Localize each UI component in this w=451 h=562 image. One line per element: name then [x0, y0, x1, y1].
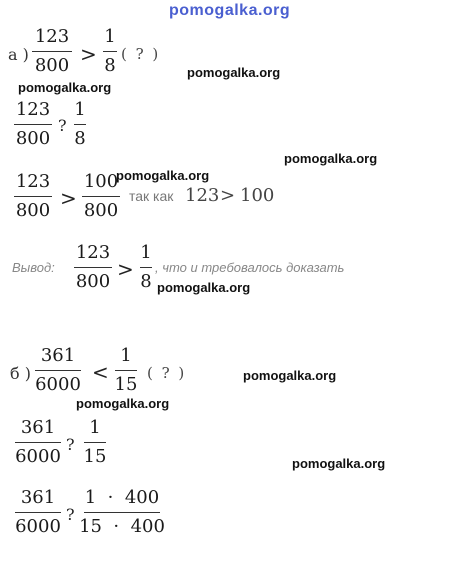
- conclusion-text: , что и требовалось доказать: [155, 260, 345, 275]
- fraction-bar: [115, 370, 137, 371]
- denominator: 800: [75, 271, 111, 292]
- operator: ?: [58, 116, 67, 135]
- watermark: pomogalka.org: [116, 168, 210, 183]
- denominator: 6000: [35, 374, 81, 395]
- denominator: 800: [83, 200, 119, 221]
- operator: <: [92, 360, 109, 384]
- operator: >: [117, 257, 134, 281]
- operator: >: [80, 42, 97, 66]
- fraction: [14, 173, 52, 220]
- numerator: 1: [120, 345, 132, 366]
- numerator: 1: [104, 26, 116, 47]
- fraction: [32, 28, 72, 75]
- fraction: [82, 173, 120, 220]
- watermark: pomogalka.org: [76, 396, 170, 411]
- numerator: 361: [40, 345, 76, 366]
- fraction-bar: [32, 51, 72, 52]
- fraction-bar: [82, 196, 120, 197]
- numerator: 1: [74, 99, 86, 120]
- numerator: 100: [83, 171, 119, 192]
- fraction-bar: [84, 512, 160, 513]
- operator: >: [60, 186, 77, 210]
- watermark: pomogalka.org: [243, 368, 337, 383]
- denominator: 6000: [15, 516, 61, 537]
- fraction: [14, 101, 52, 148]
- numerator: 1: [89, 417, 101, 438]
- watermark: pomogalka.org: [157, 280, 251, 295]
- note-text: так как: [129, 188, 174, 204]
- fraction: [84, 419, 106, 466]
- numerator: 123: [15, 99, 51, 120]
- denominator: 15: [83, 446, 107, 467]
- denominator: 15 · 400: [79, 516, 165, 537]
- numerator: 123: [75, 242, 111, 263]
- fraction-bar: [35, 370, 81, 371]
- fraction: [15, 419, 61, 466]
- numerator: 123: [34, 26, 70, 47]
- numerator: 361: [20, 487, 56, 508]
- fraction: [103, 28, 117, 75]
- fraction-bar: [15, 512, 61, 513]
- numerator: 123: [15, 171, 51, 192]
- fraction: [115, 347, 137, 394]
- denominator: 8: [140, 271, 152, 292]
- fraction-bar: [14, 124, 52, 125]
- numerator: 361: [20, 417, 56, 438]
- fraction-bar: [74, 124, 86, 125]
- part-a-label: а ): [8, 45, 29, 64]
- question-mark: ( ? ): [147, 364, 187, 382]
- conclusion-label: Вывод:: [12, 260, 55, 275]
- fraction-bar: [103, 51, 117, 52]
- watermark: pomogalka.org: [284, 151, 378, 166]
- denominator: 800: [34, 55, 70, 76]
- fraction: [35, 347, 81, 394]
- fraction: [74, 244, 112, 291]
- watermark: pomogalka.org: [292, 456, 386, 471]
- note-number: 100: [240, 185, 275, 206]
- fraction-bar: [14, 196, 52, 197]
- part-b-label: б ): [10, 364, 31, 383]
- note-number: 123: [185, 185, 220, 206]
- operator: ?: [66, 505, 75, 524]
- denominator: 8: [74, 128, 86, 149]
- watermark: pomogalka.org: [18, 80, 112, 95]
- note-operator: >: [220, 185, 236, 206]
- denominator: 6000: [15, 446, 61, 467]
- fraction-bar: [15, 442, 61, 443]
- fraction-bar: [74, 267, 112, 268]
- operator: ?: [66, 435, 75, 454]
- fraction: [74, 101, 86, 148]
- fraction: [140, 244, 152, 291]
- denominator: 8: [104, 55, 116, 76]
- numerator: 1 · 400: [84, 487, 160, 508]
- numerator: 1: [140, 242, 152, 263]
- fraction: [79, 487, 165, 537]
- fraction-bar: [84, 442, 106, 443]
- question-mark: ( ? ): [121, 45, 161, 63]
- denominator: 800: [15, 128, 51, 149]
- denominator: 800: [15, 200, 51, 221]
- denominator: 15: [114, 374, 138, 395]
- fraction: [15, 489, 61, 536]
- fraction-bar: [140, 267, 152, 268]
- watermark: pomogalka.org: [187, 65, 281, 80]
- site-header: pomogalka.org: [169, 2, 291, 19]
